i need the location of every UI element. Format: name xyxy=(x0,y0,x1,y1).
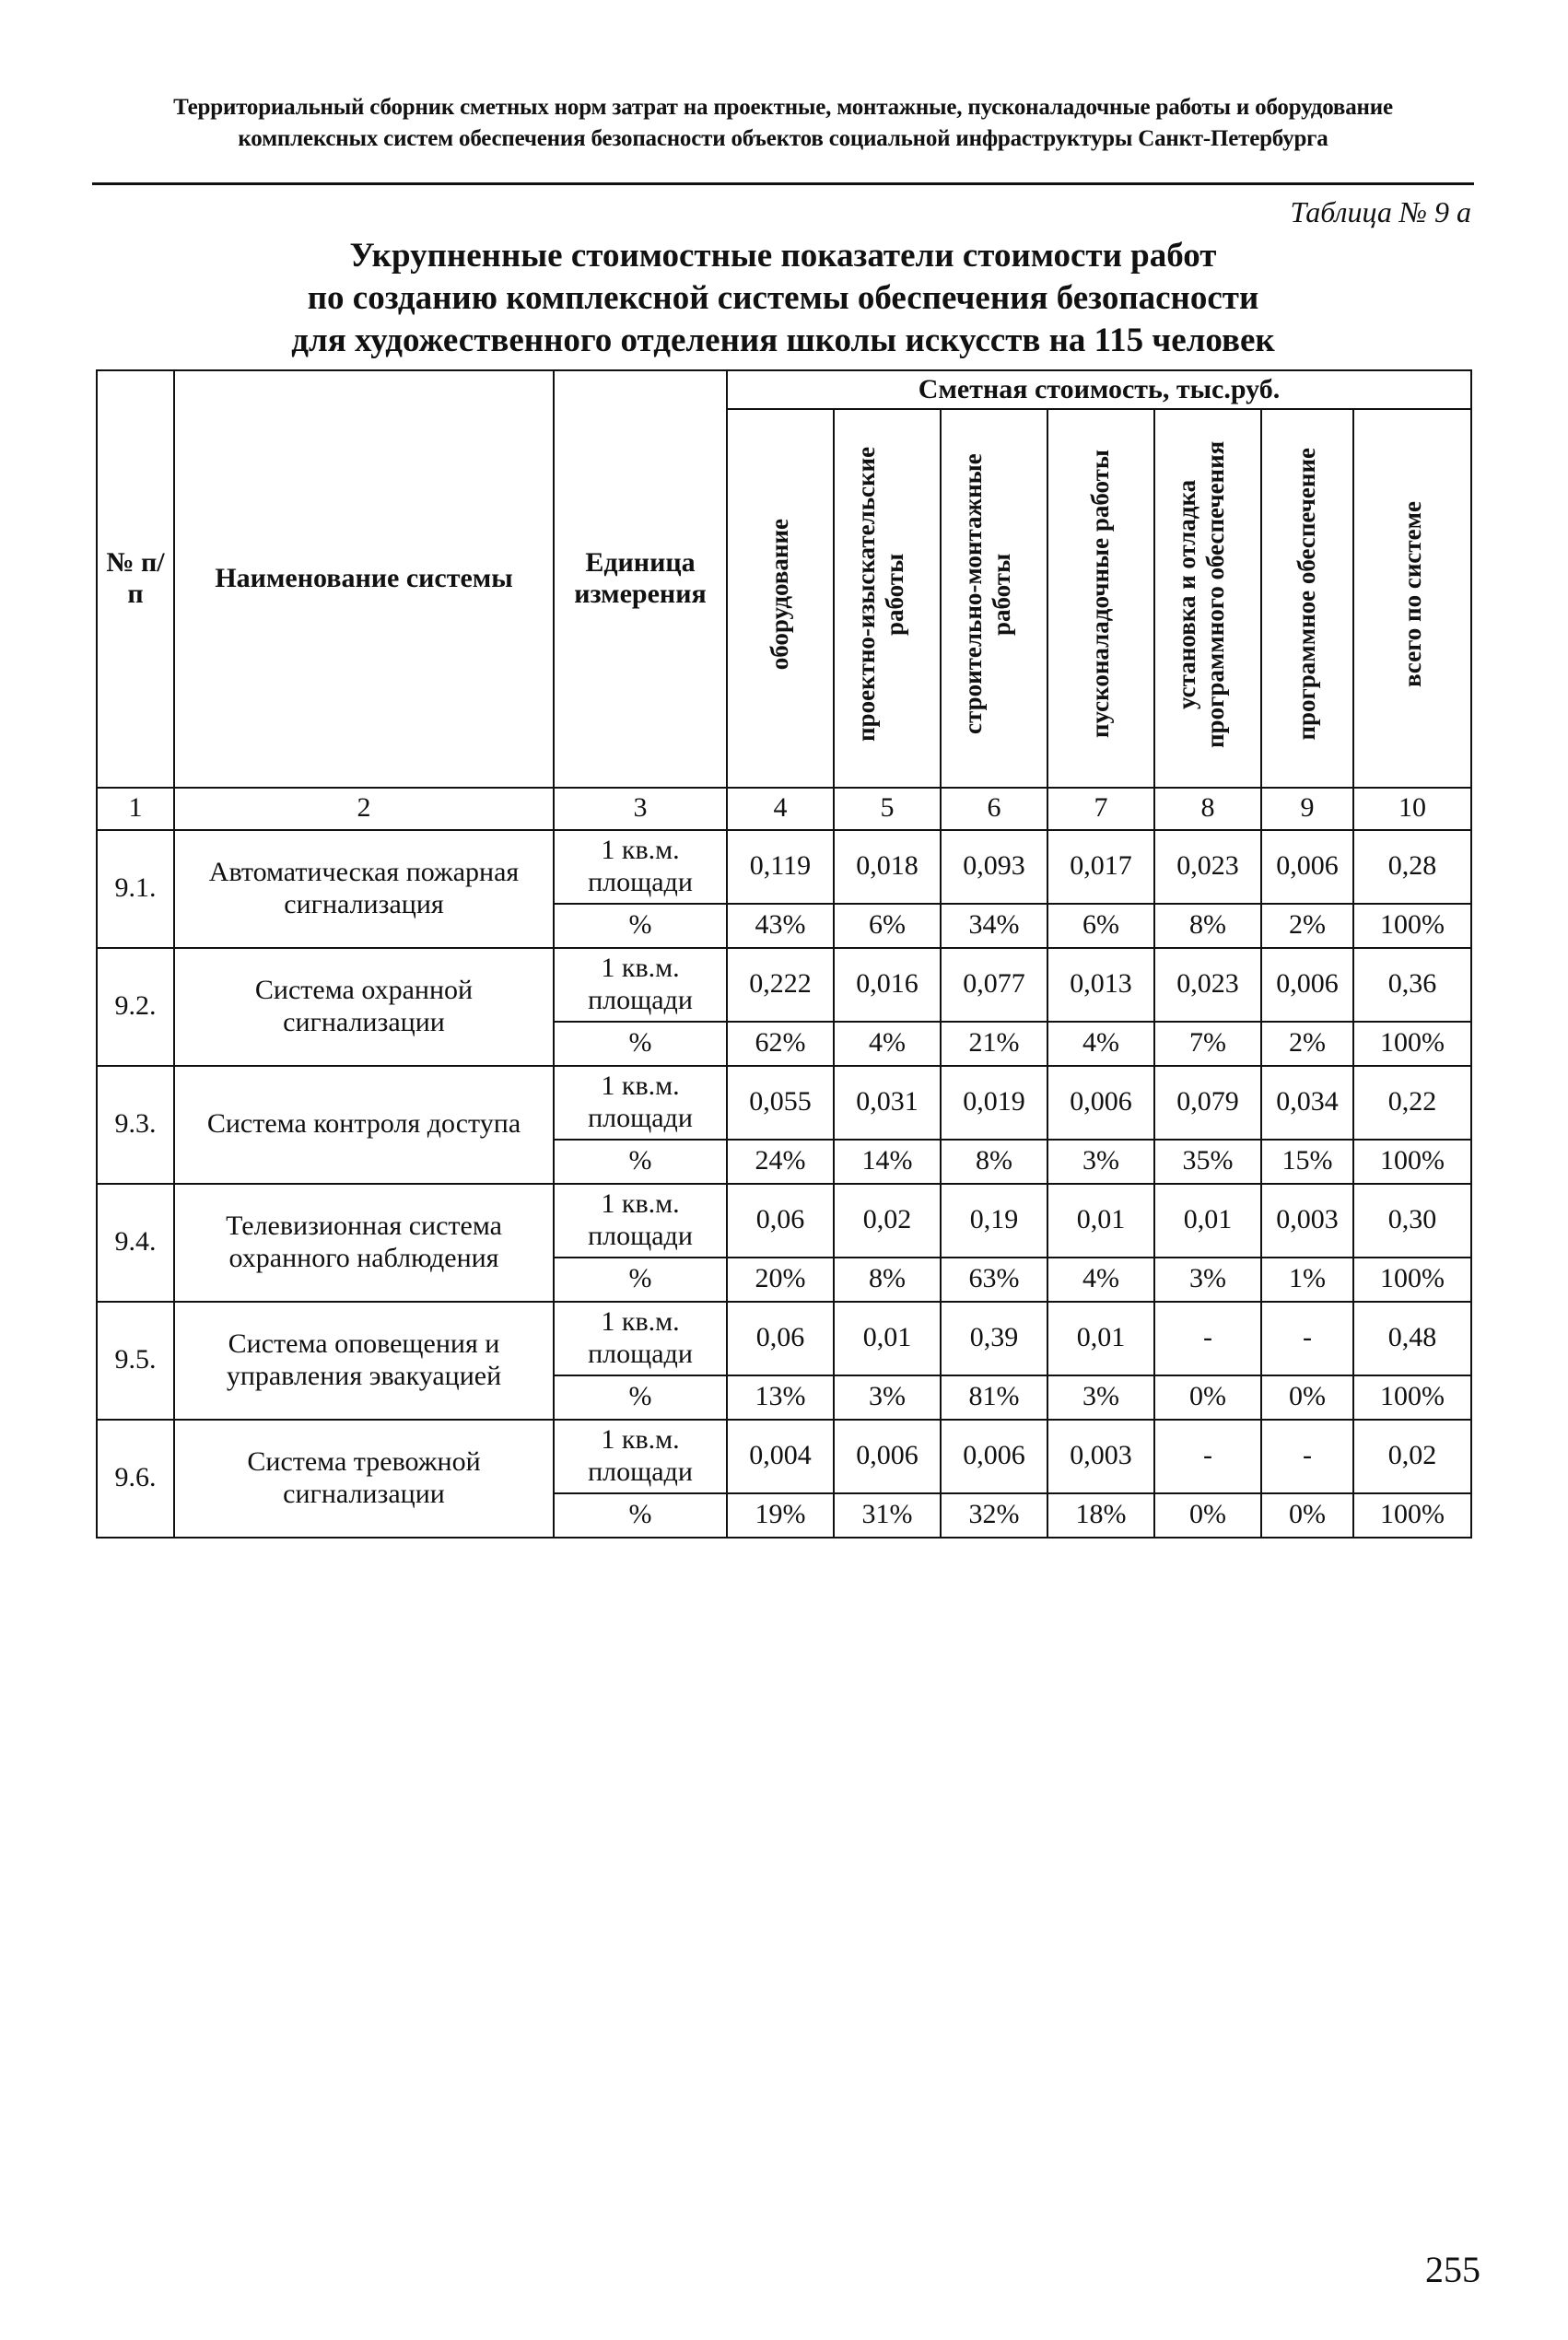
header-construction xyxy=(941,409,1047,788)
percent-cell: 100% xyxy=(1353,1140,1471,1184)
unit-value: 1 кв.м. площади xyxy=(554,1302,727,1375)
unit-percent: % xyxy=(554,1493,727,1538)
cost-value-cell: 0,006 xyxy=(1261,948,1353,1022)
percent-cell: 81% xyxy=(941,1375,1047,1420)
page-number: 255 xyxy=(1425,2249,1480,2290)
header-total-label: всего по системе xyxy=(1398,501,1426,687)
percent-cell: 0% xyxy=(1154,1375,1261,1420)
percent-cell: 15% xyxy=(1261,1140,1353,1184)
percent-cell: 1% xyxy=(1261,1258,1353,1302)
header-total xyxy=(1353,409,1471,788)
percent-cell: 3% xyxy=(1047,1375,1154,1420)
cost-value-cell: 0,003 xyxy=(1261,1184,1353,1258)
cost-value-cell: 0,006 xyxy=(941,1420,1047,1493)
cost-value-cell: 0,48 xyxy=(1353,1302,1471,1375)
column-number: 7 xyxy=(1047,788,1154,830)
row-number: 9.2. xyxy=(97,948,174,1066)
cost-value-cell: 0,079 xyxy=(1154,1066,1261,1140)
cost-value-cell: 0,077 xyxy=(941,948,1047,1022)
header-software-setup-label: установка и отладка программного обеспечения xyxy=(1173,440,1230,748)
column-number: 4 xyxy=(727,788,834,830)
unit-value: 1 кв.м. площади xyxy=(554,1066,727,1140)
header-unit: Единица измерения xyxy=(554,370,727,788)
percent-cell: 0% xyxy=(1154,1493,1261,1538)
row-number: 9.1. xyxy=(97,830,174,948)
cost-value-cell: - xyxy=(1261,1420,1353,1493)
percent-cell: 100% xyxy=(1353,904,1471,948)
unit-value: 1 кв.м. площади xyxy=(554,948,727,1022)
percent-cell: 13% xyxy=(727,1375,834,1420)
percent-cell: 3% xyxy=(1047,1140,1154,1184)
cost-value-cell: 0,01 xyxy=(834,1302,941,1375)
percent-cell: 4% xyxy=(1047,1022,1154,1066)
percent-cell: 35% xyxy=(1154,1140,1261,1184)
system-name: Система тревожной сигнализации xyxy=(174,1420,554,1538)
table-row xyxy=(97,1066,1471,1140)
cost-value-cell: - xyxy=(1261,1302,1353,1375)
percent-cell: 2% xyxy=(1261,904,1353,948)
system-name: Система оповещения и управления эвакуацией xyxy=(174,1302,554,1420)
unit-percent: % xyxy=(554,1140,727,1184)
percent-cell: 20% xyxy=(727,1258,834,1302)
header-equipment-label: оборудование xyxy=(766,518,794,671)
cost-value-cell: 0,01 xyxy=(1154,1184,1261,1258)
percent-cell: 0% xyxy=(1261,1375,1353,1420)
cost-value-cell: 0,22 xyxy=(1353,1066,1471,1140)
percent-cell: 14% xyxy=(834,1140,941,1184)
percent-cell: 19% xyxy=(727,1493,834,1538)
cost-value-cell: 0,004 xyxy=(727,1420,834,1493)
unit-percent: % xyxy=(554,1375,727,1420)
row-number: 9.4. xyxy=(97,1184,174,1302)
cost-value-cell: 0,023 xyxy=(1154,948,1261,1022)
cost-value-cell: 0,006 xyxy=(1047,1066,1154,1140)
column-number: 2 xyxy=(174,788,554,830)
percent-cell: 63% xyxy=(941,1258,1047,1302)
cost-value-cell: 0,01 xyxy=(1047,1184,1154,1258)
system-name: Система охранной сигнализации xyxy=(174,948,554,1066)
header-software xyxy=(1261,409,1353,788)
percent-cell: 2% xyxy=(1261,1022,1353,1066)
running-header-line-2: комплексных систем обеспечения безопасности объектов социальной инфраструктуры Санкт-Петербурга xyxy=(238,126,1328,151)
cost-value-cell: 0,055 xyxy=(727,1066,834,1140)
cost-value-cell: 0,02 xyxy=(834,1184,941,1258)
cost-value-cell: 0,017 xyxy=(1047,830,1154,904)
cost-value-cell: 0,36 xyxy=(1353,948,1471,1022)
table-row xyxy=(97,1420,1471,1493)
percent-cell: 31% xyxy=(834,1493,941,1538)
header-construction-label: строительно-монтажные работы xyxy=(959,453,1016,735)
row-number: 9.5. xyxy=(97,1302,174,1420)
percent-cell: 4% xyxy=(834,1022,941,1066)
column-number: 3 xyxy=(554,788,727,830)
percent-cell: 100% xyxy=(1353,1375,1471,1420)
percent-cell: 62% xyxy=(727,1022,834,1066)
header-software-setup xyxy=(1154,409,1261,788)
table-label: Таблица № 9 а xyxy=(1290,195,1471,228)
cost-value-cell: 0,031 xyxy=(834,1066,941,1140)
percent-cell: 3% xyxy=(1154,1258,1261,1302)
percent-cell: 100% xyxy=(1353,1493,1471,1538)
header-commissioning xyxy=(1047,409,1154,788)
column-number: 9 xyxy=(1261,788,1353,830)
table-row xyxy=(97,1302,1471,1375)
unit-value: 1 кв.м. площади xyxy=(554,1420,727,1493)
percent-cell: 8% xyxy=(941,1140,1047,1184)
column-number: 6 xyxy=(941,788,1047,830)
cost-value-cell: 0,06 xyxy=(727,1184,834,1258)
cost-value-cell: 0,28 xyxy=(1353,830,1471,904)
column-number: 1 xyxy=(97,788,174,830)
system-name: Телевизионная система охранного наблюдения xyxy=(174,1184,554,1302)
cost-value-cell: 0,023 xyxy=(1154,830,1261,904)
table-row xyxy=(97,830,1471,904)
table-row xyxy=(97,1184,1471,1258)
cost-table xyxy=(96,369,1472,1539)
table-title-line-2: по созданию комплексной системы обеспечения безопасности xyxy=(307,279,1259,317)
percent-cell: 21% xyxy=(941,1022,1047,1066)
header-software-label: программное обеспечение xyxy=(1293,448,1321,741)
cost-value-cell: 0,034 xyxy=(1261,1066,1353,1140)
running-header xyxy=(92,92,1474,155)
percent-cell: 24% xyxy=(727,1140,834,1184)
cost-value-cell: 0,19 xyxy=(941,1184,1047,1258)
cost-value-cell: 0,003 xyxy=(1047,1420,1154,1493)
unit-value: 1 кв.м. площади xyxy=(554,830,727,904)
cost-value-cell: 0,119 xyxy=(727,830,834,904)
percent-cell: 6% xyxy=(1047,904,1154,948)
unit-percent: % xyxy=(554,1258,727,1302)
table-title xyxy=(92,235,1474,362)
percent-cell: 18% xyxy=(1047,1493,1154,1538)
table-title-line-3: для художественного отделения школы искусств на 115 человек xyxy=(291,322,1275,359)
cost-value-cell: 0,06 xyxy=(727,1302,834,1375)
row-number: 9.6. xyxy=(97,1420,174,1538)
percent-cell: 3% xyxy=(834,1375,941,1420)
cost-value-cell: 0,013 xyxy=(1047,948,1154,1022)
cost-value-cell: - xyxy=(1154,1302,1261,1375)
cost-value-cell: 0,30 xyxy=(1353,1184,1471,1258)
header-cost-group: Сметная стоимость, тыс.руб. xyxy=(727,370,1471,409)
row-number: 9.3. xyxy=(97,1066,174,1184)
cost-value-cell: 0,016 xyxy=(834,948,941,1022)
table-row xyxy=(97,948,1471,1022)
cost-value-cell: 0,019 xyxy=(941,1066,1047,1140)
table-title-line-1: Укрупненные стоимостные показатели стоимости работ xyxy=(349,237,1217,275)
unit-percent: % xyxy=(554,904,727,948)
unit-percent: % xyxy=(554,1022,727,1066)
percent-cell: 8% xyxy=(834,1258,941,1302)
percent-cell: 43% xyxy=(727,904,834,948)
percent-cell: 34% xyxy=(941,904,1047,948)
header-num: № п/п xyxy=(97,370,174,788)
cost-value-cell: 0,006 xyxy=(834,1420,941,1493)
cost-value-cell: - xyxy=(1154,1420,1261,1493)
system-name: Система контроля доступа xyxy=(174,1066,554,1184)
column-number: 10 xyxy=(1353,788,1471,830)
cost-value-cell: 0,006 xyxy=(1261,830,1353,904)
percent-cell: 4% xyxy=(1047,1258,1154,1302)
header-commissioning-label: пусконаладочные работы xyxy=(1086,450,1115,739)
percent-cell: 32% xyxy=(941,1493,1047,1538)
percent-cell: 100% xyxy=(1353,1022,1471,1066)
header-design-label: проектно-изыскательские работы xyxy=(852,446,909,743)
percent-cell: 100% xyxy=(1353,1258,1471,1302)
percent-cell: 8% xyxy=(1154,904,1261,948)
cost-value-cell: 0,39 xyxy=(941,1302,1047,1375)
cost-value-cell: 0,01 xyxy=(1047,1302,1154,1375)
cost-value-cell: 0,018 xyxy=(834,830,941,904)
header-equipment xyxy=(727,409,834,788)
cost-value-cell: 0,222 xyxy=(727,948,834,1022)
unit-value: 1 кв.м. площади xyxy=(554,1184,727,1258)
system-name: Автоматическая пожарная сигнализация xyxy=(174,830,554,948)
column-number-row xyxy=(97,788,1471,830)
percent-cell: 6% xyxy=(834,904,941,948)
running-header-line-1: Территориальный сборник сметных норм затрат на проектные, монтажные, пусконаладочные работы и оборудование xyxy=(173,95,1393,120)
column-number: 5 xyxy=(834,788,941,830)
header-design xyxy=(834,409,941,788)
cost-value-cell: 0,093 xyxy=(941,830,1047,904)
header-divider xyxy=(92,182,1474,185)
column-number: 8 xyxy=(1154,788,1261,830)
percent-cell: 7% xyxy=(1154,1022,1261,1066)
percent-cell: 0% xyxy=(1261,1493,1353,1538)
cost-value-cell: 0,02 xyxy=(1353,1420,1471,1493)
header-name: Наименование системы xyxy=(174,370,554,788)
